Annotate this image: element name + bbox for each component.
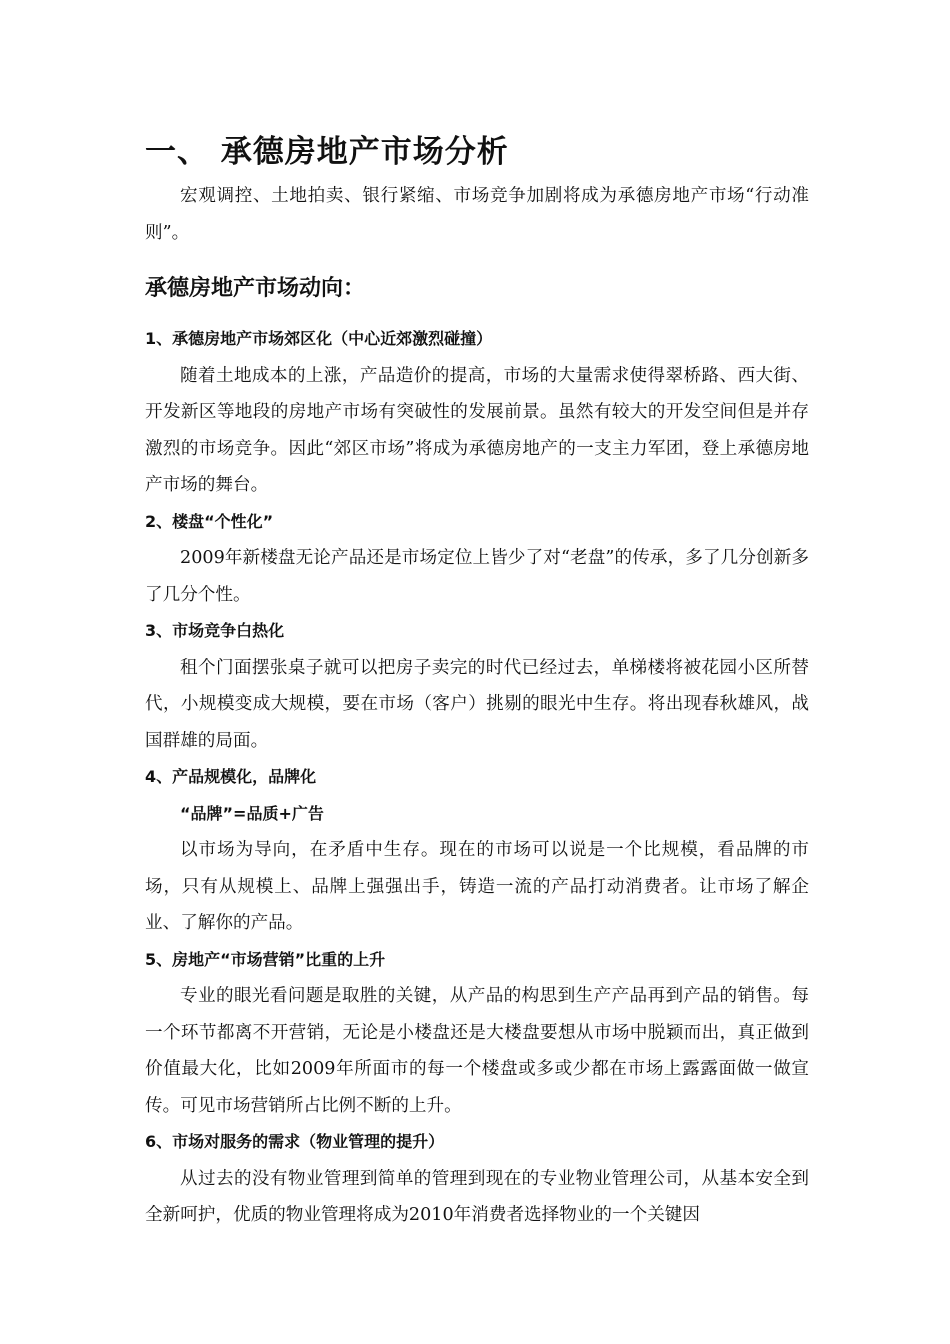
section-heading-3: 3、市场竞争白热化 [145, 621, 285, 640]
section-subheading-4: “品牌”=品质+广告 [180, 803, 324, 823]
section-body-4: 以市场为导向，在矛盾中生存。现在的市场可以说是一个比规模，看品牌的市场，只有从规模上、品牌上强强出手，铸造一流的产品打动消费者。让市场了解企业、了解你的产品。 [145, 840, 809, 933]
intro-paragraph: 宏观调控、土地拍卖、银行紧缩、市场竞争加剧将成为承德房地产市场“行动准则”。 [145, 186, 809, 243]
document-title: 一、 承德房地产市场分析 [145, 134, 509, 170]
section-body-6: 从过去的没有物业管理到简单的管理到现在的专业物业管理公司，从基本安全到全新呵护，优质的物业管理将成为2010年消费者选择物业的一个关键因 [145, 1168, 809, 1225]
section-heading-4: 4、产品规模化，品牌化 [145, 767, 317, 786]
trends-heading: 承德房地产市场动向： [145, 276, 366, 301]
section-heading-1: 1、承德房地产市场郊区化（中心近郊激烈碰撞） [145, 329, 493, 348]
document-page [145, 128, 809, 1234]
section-body-1: 随着土地成本的上涨，产品造价的提高，市场的大量需求使得翠桥路、西大街、开发新区等地段的房地产市场有突破性的发展前景。虽然有较大的开发空间但是并存激烈的市场竞争。因此“郊区市场”将成为承德房地产的一支主力军团，登上承德房地产市场的舞台。 [145, 365, 809, 495]
section-body-3: 租个门面摆张桌子就可以把房子卖完的时代已经过去，单梯楼将被花园小区所替代，小规模变成大规模，要在市场（客户）挑剔的眼光中生存。将出现春秋雄风，战国群雄的局面。 [145, 657, 809, 751]
section-heading-5: 5、房地产“市场营销”比重的上升 [145, 949, 386, 969]
section-body-2: 2009年新楼盘无论产品还是市场定位上皆少了对“老盘”的传承，多了几分创新多了几分个性。 [145, 548, 809, 605]
section-body-5: 专业的眼光看问题是取胜的关键，从产品的构思到生产产品再到产品的销售。每一个环节都离不开营销，无论是小楼盘还是大楼盘要想从市场中脱颖而出，真正做到价值最大化，比如2009年所面市的每一个楼盘或多或少都在市场上露露面做一做宣传。可见市场营销所占比例不断的上升。 [145, 986, 809, 1116]
section-heading-2: 2、楼盘“个性化” [145, 511, 274, 531]
section-heading-6: 6、市场对服务的需求（物业管理的提升） [145, 1132, 445, 1151]
